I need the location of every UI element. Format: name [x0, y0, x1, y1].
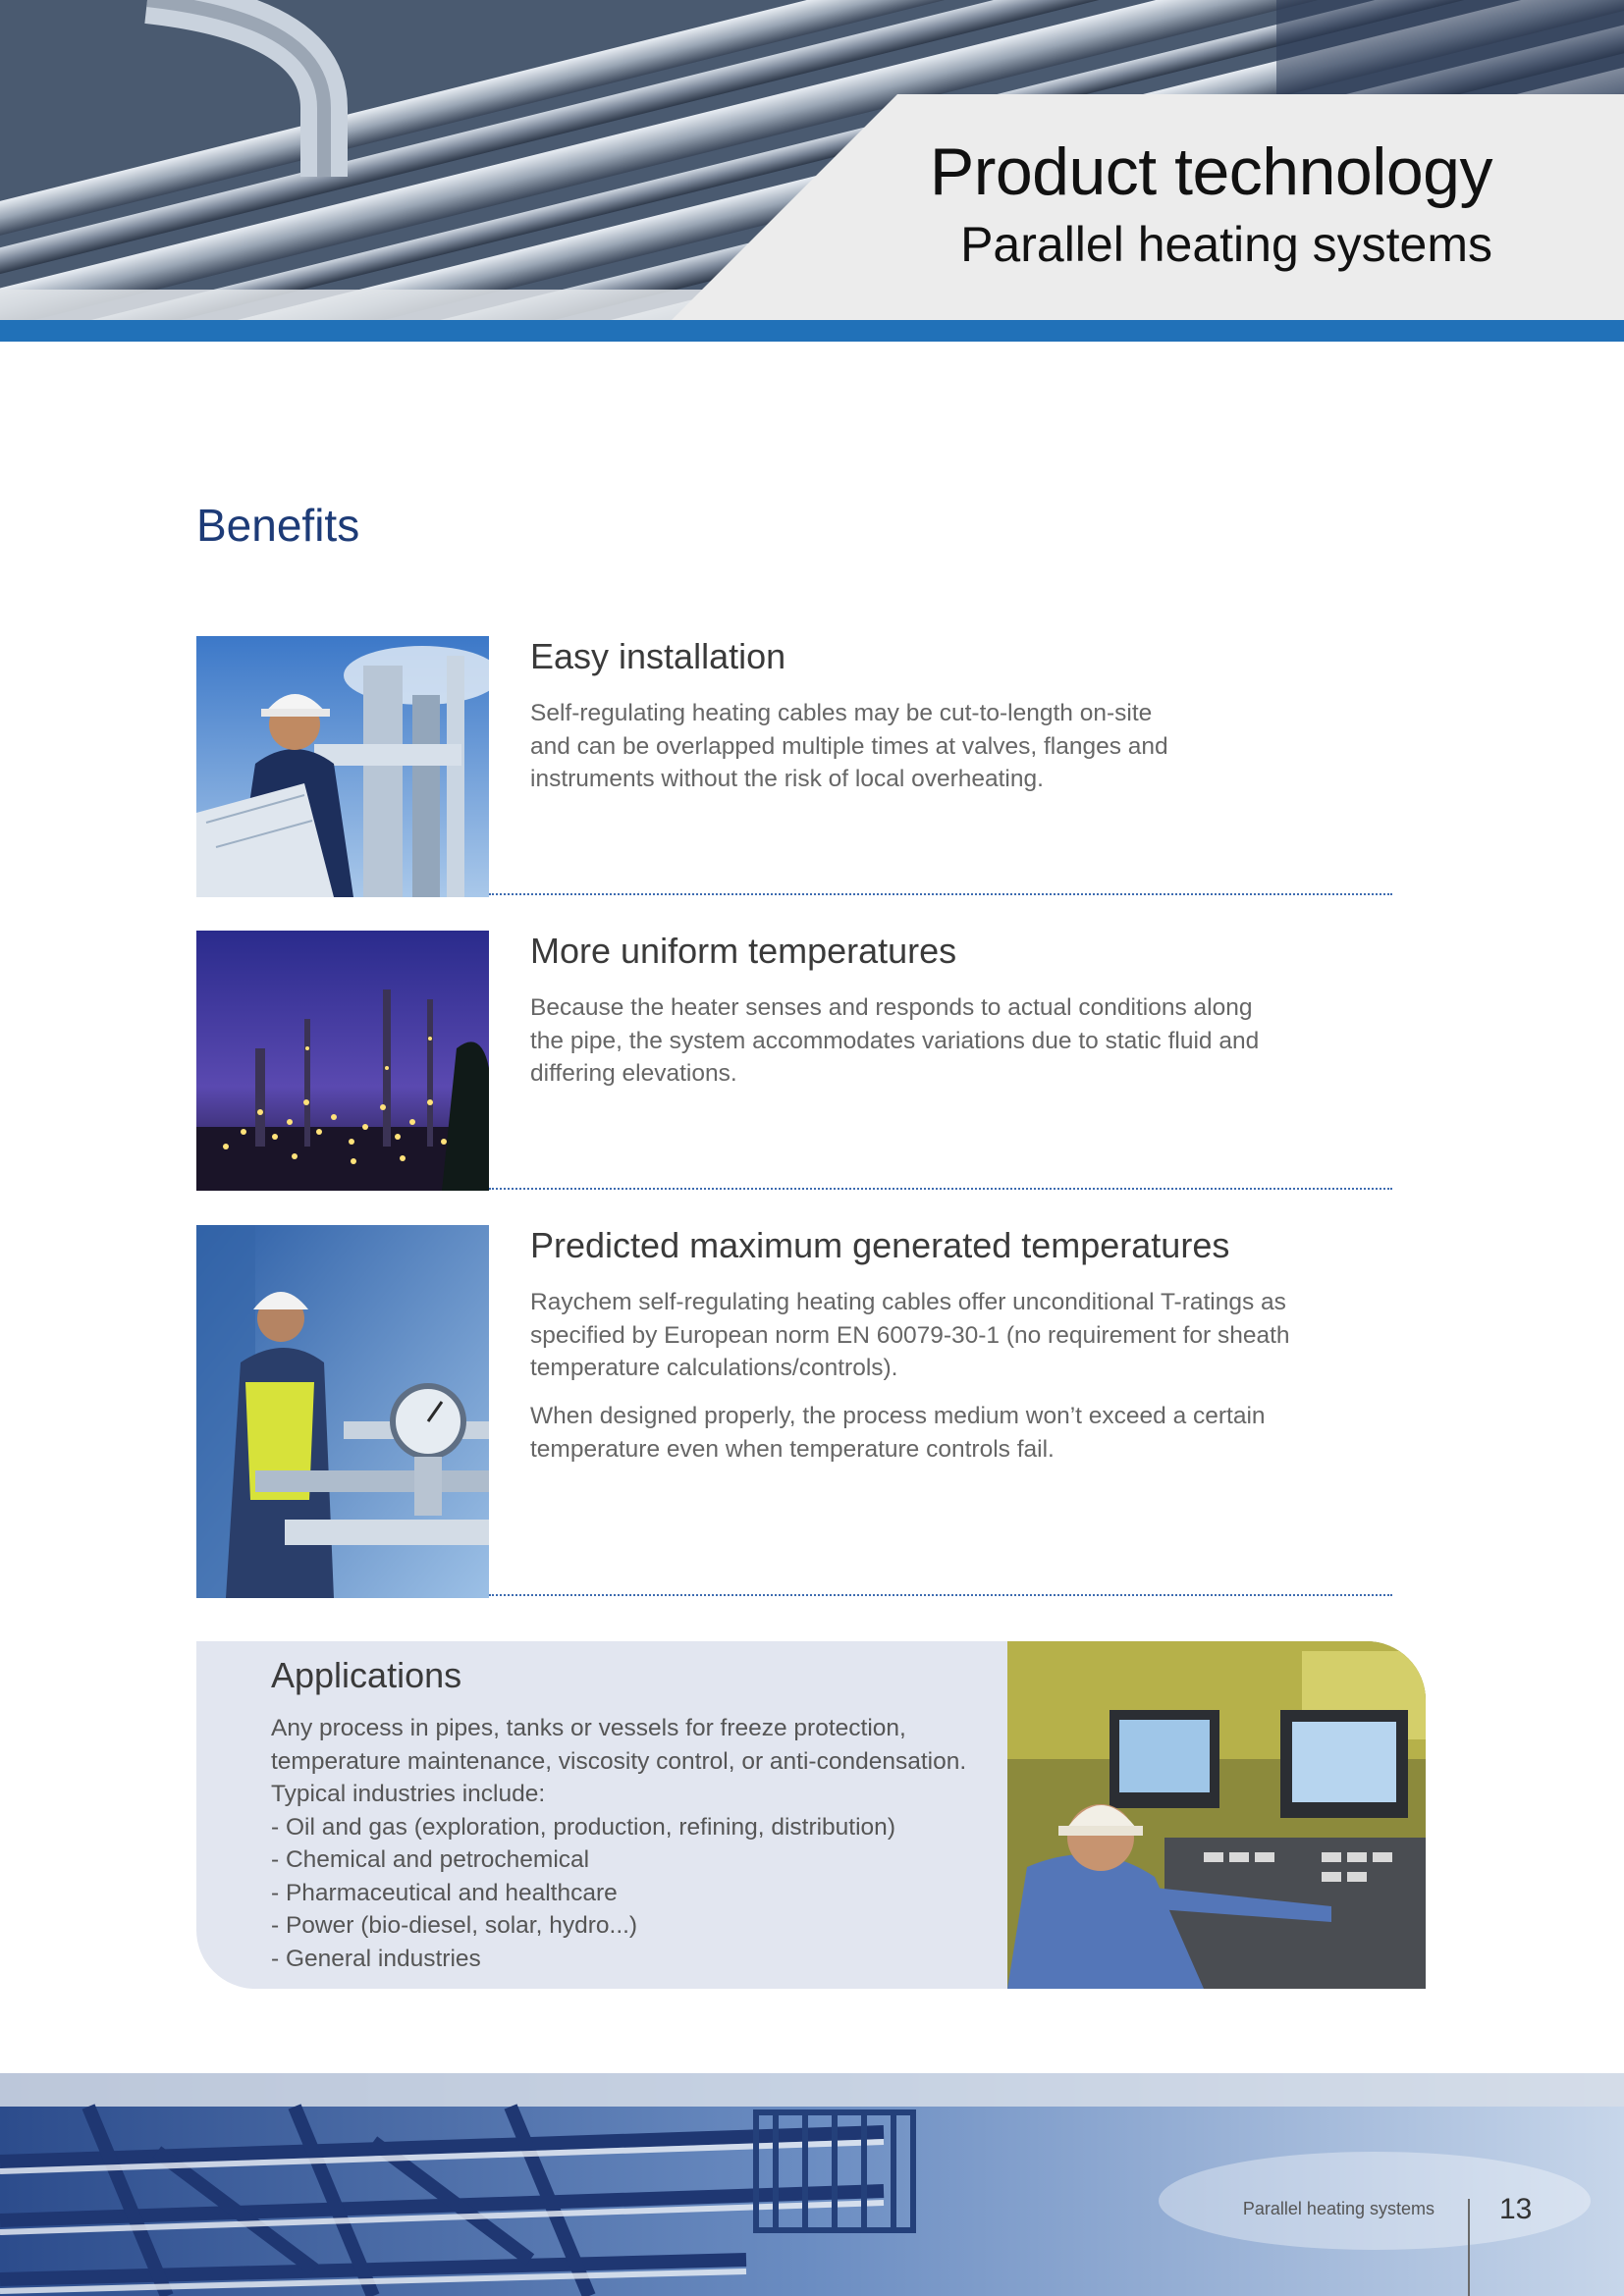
benefit-title: More uniform temperatures: [530, 931, 957, 971]
applications-body: [271, 1712, 1017, 1975]
benefits-heading: Benefits: [196, 500, 360, 551]
industries-list: [271, 1811, 1017, 1976]
industries-label: Typical industries include:: [271, 1781, 546, 1807]
benefit-predicted-temperatures: [196, 1225, 1392, 1598]
worker-with-pressure-gauge-photo: [196, 1225, 489, 1598]
header-accent-bar: [0, 320, 1624, 342]
page-number: 13: [1499, 2193, 1533, 2225]
applications-intro: Any process in pipes, tanks or vessels for freeze protection, temperature maintenance, viscosity control, or anti-condensation.: [271, 1715, 967, 1775]
applications-title: Applications: [271, 1655, 462, 1695]
engineer-with-plans-photo: [196, 636, 489, 897]
benefit-description-secondary: When designed properly, the process medium won’t exceed a certain temperature even when temperature controls fail.: [530, 1403, 1266, 1463]
benefit-title: Predicted maximum generated temperatures: [530, 1225, 1230, 1265]
applications-panel: [196, 1641, 1426, 1989]
benefit-divider: [489, 893, 1392, 895]
refinery-at-night-photo: [196, 931, 489, 1191]
benefit-description: Self-regulating heating cables may be cut-to-length on-site and can be overlapped multiple times at valves, flanges and instruments without the risk of local overheating.: [530, 700, 1168, 792]
list-item: - Oil and gas (exploration, production, refining, distribution): [271, 1813, 895, 1841]
list-item: - Chemical and petrochemical: [271, 1846, 590, 1873]
footer-divider: [1468, 2199, 1470, 2296]
page-title: Product technology: [929, 134, 1492, 209]
footer-structure-photo: [0, 2073, 1624, 2296]
footer-section-label: Parallel heating systems: [1242, 2199, 1435, 2218]
benefit-easy-installation: [196, 636, 1392, 897]
benefit-description: Because the heater senses and responds to actual conditions along the pipe, the system accommodates variations due to static fluid and differing elevations.: [530, 994, 1260, 1087]
benefit-description: Raychem self-regulating heating cables offer unconditional T-ratings as specified by European norm EN 60079-30-1 (no requirement for sheath temperature calculations/controls).: [530, 1289, 1290, 1381]
benefit-title: Easy installation: [530, 636, 786, 676]
benefit-uniform-temperatures: [196, 931, 1392, 1191]
list-item: - Pharmaceutical and healthcare: [271, 1879, 618, 1906]
list-item: - General industries: [271, 1945, 481, 1972]
benefit-divider: [489, 1594, 1392, 1596]
control-room-operator-photo: [1007, 1641, 1426, 1989]
page-subtitle: Parallel heating systems: [960, 217, 1492, 272]
page-header-banner: [0, 0, 1624, 342]
list-item: - Power (bio-diesel, solar, hydro...): [271, 1912, 638, 1939]
benefit-divider: [489, 1188, 1392, 1190]
steel-structure-illustration: [0, 2073, 1624, 2296]
